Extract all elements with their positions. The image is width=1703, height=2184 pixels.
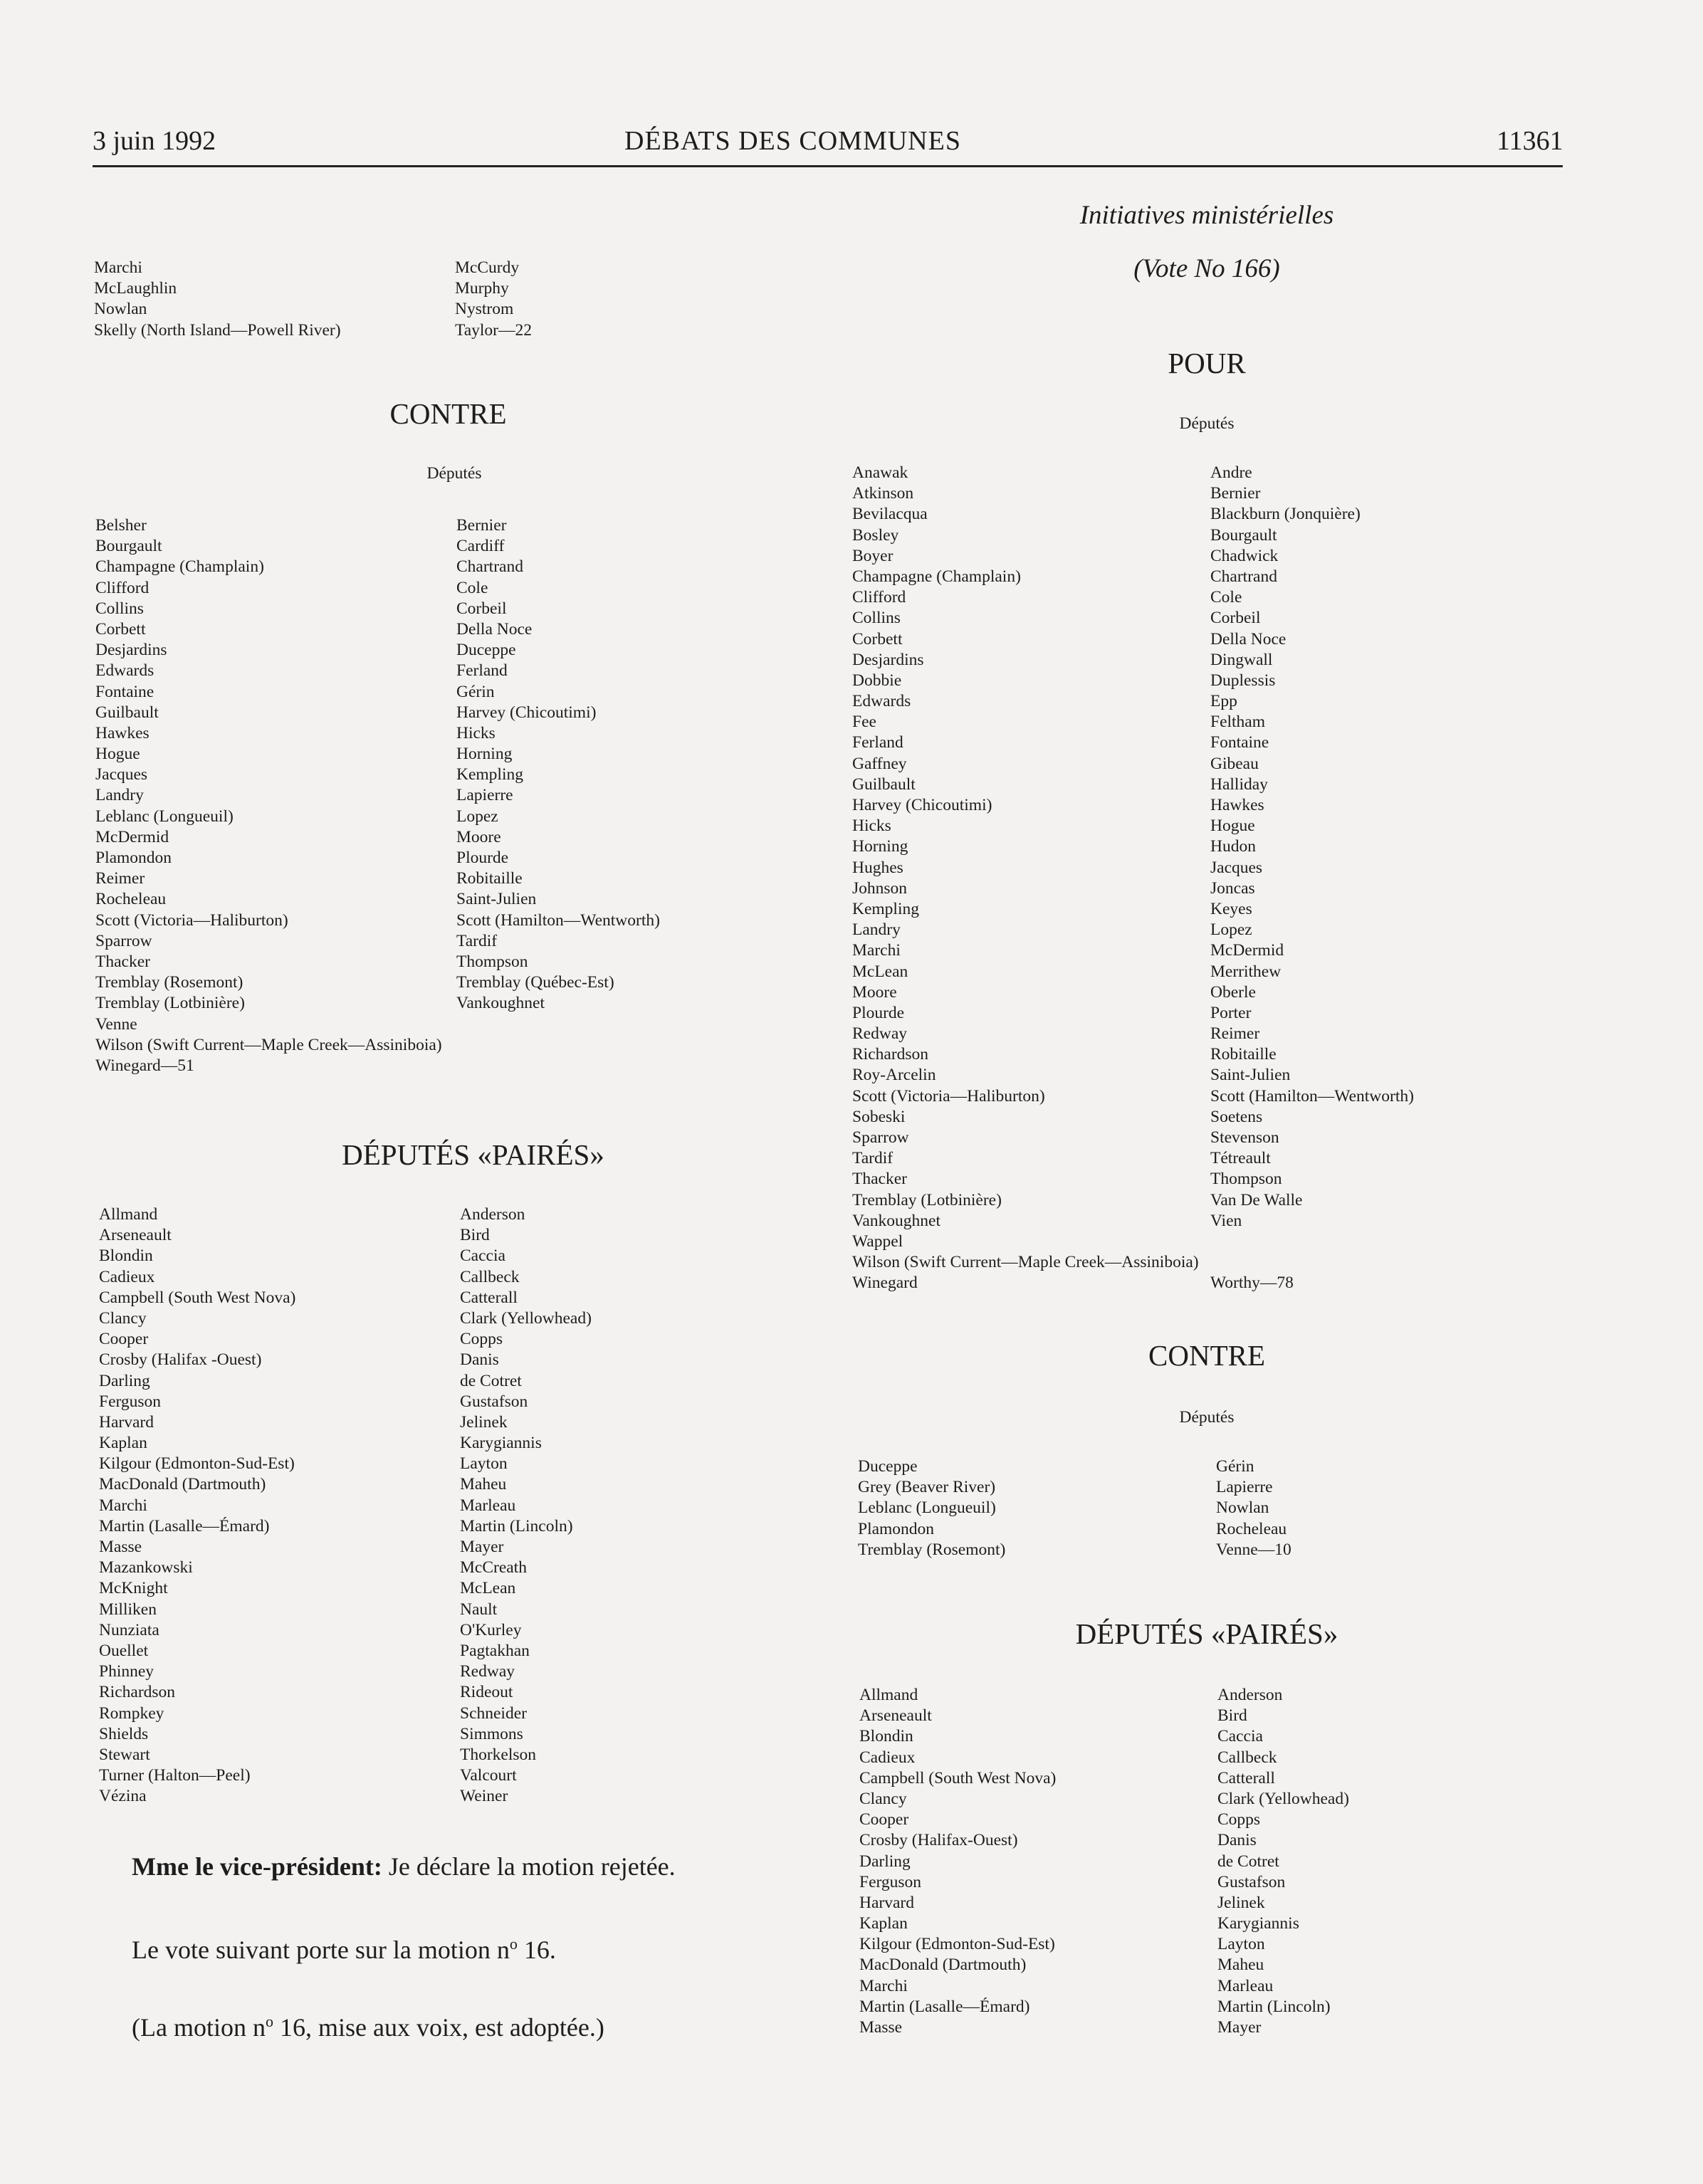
member-name: Weiner (460, 1787, 508, 1806)
member-name: Saint-Julien (1210, 1066, 1291, 1085)
right-contre-names-col2 (1216, 1456, 1291, 1560)
member-name: Chadwick (1210, 546, 1279, 565)
member-name: Stevenson (1210, 1128, 1279, 1147)
member-name: Thompson (1210, 1170, 1282, 1189)
member-name: Fontaine (95, 682, 154, 701)
member-name: Scott (Victoria—Haliburton) (852, 1086, 1045, 1106)
motion-number: 16. (517, 1936, 556, 1964)
member-name: Sparrow (95, 931, 152, 950)
member-name: Layton (1217, 1935, 1265, 1954)
member-name: Ferguson (859, 1872, 922, 1891)
motion-result-text: (La motion n (132, 2013, 266, 2042)
member-name: Thorkelson (460, 1745, 537, 1764)
member-name: Corbeil (1210, 609, 1261, 628)
member-name: Grey (Beaver River) (858, 1478, 996, 1497)
member-name: Feltham (1210, 713, 1266, 732)
member-name: Clancy (859, 1789, 907, 1808)
member-name: Maheu (1217, 1955, 1264, 1975)
member-name: Anawak (852, 463, 908, 482)
member-name: Stewart (99, 1745, 150, 1764)
member-name: Bird (1217, 1706, 1247, 1726)
member-name: McLean (852, 962, 908, 981)
member-name: Nault (460, 1600, 498, 1619)
page-date: 3 juin 1992 (93, 126, 216, 156)
member-name: Rocheleau (95, 890, 167, 909)
member-name: Redway (852, 1024, 908, 1044)
member-name: Della Noce (456, 619, 533, 639)
member-name: Duplessis (1210, 671, 1276, 690)
member-name: Thompson (456, 952, 528, 971)
member-name: Campbell (South West Nova) (859, 1768, 1057, 1787)
member-name (1210, 1252, 1414, 1273)
member-name: Lopez (456, 807, 498, 826)
member-name: Kilgour (Edmonton-Sud-Est) (99, 1454, 295, 1474)
member-name: Milliken (99, 1600, 157, 1619)
member-name: Harvey (Chicoutimi) (456, 703, 597, 722)
member-name: Leblanc (Longueuil) (858, 1498, 996, 1518)
member-name: Gaffney (852, 754, 907, 773)
member-name: Duceppe (858, 1457, 918, 1476)
member-name: Wilson (Swift Current—Maple Creek—Assiniboia) (95, 1035, 442, 1054)
member-name: McKnight (99, 1579, 168, 1598)
member-name: Hicks (456, 723, 496, 742)
vote-number: (Vote No 166) (1133, 254, 1280, 283)
member-name: Mazankowski (99, 1558, 193, 1577)
member-name: Karygiannis (460, 1434, 542, 1453)
member-name: Moore (456, 827, 501, 846)
member-name: Blondin (99, 1246, 153, 1266)
pour-heading: POUR (1168, 347, 1246, 379)
member-name: Guilbault (95, 703, 159, 722)
member-name: Clifford (95, 578, 150, 597)
member-name: Landry (852, 920, 901, 940)
member-name: Oberle (1210, 982, 1256, 1002)
member-name: Hicks (852, 817, 891, 836)
member-name: Jelinek (1217, 1893, 1265, 1912)
member-name: Callbeck (460, 1267, 520, 1286)
member-name: Bernier (456, 516, 507, 535)
member-name: Sobeski (852, 1107, 906, 1126)
member-name: Soetens (1210, 1107, 1263, 1126)
member-name: O'Kurley (460, 1620, 522, 1639)
member-name: Arseneault (859, 1706, 932, 1726)
member-name: Blondin (859, 1727, 913, 1746)
member-name: Karygiannis (1217, 1914, 1299, 1933)
member-name: Moore (852, 982, 897, 1002)
member-name: Kaplan (99, 1434, 147, 1453)
member-name: Andre (1210, 463, 1252, 482)
motion-result-tail: 16, mise aux voix, est adoptée.) (273, 2013, 604, 2042)
member-name: Marleau (1217, 1976, 1274, 1995)
member-name: Tétreault (1210, 1149, 1271, 1168)
member-name: Landry (95, 786, 144, 805)
member-name: Richardson (99, 1683, 176, 1702)
member-name: Vankoughnet (456, 994, 545, 1013)
member-name: Bourgault (1210, 525, 1277, 545)
member-name: Roy-Arcelin (852, 1066, 936, 1085)
member-name: Rocheleau (1216, 1519, 1287, 1538)
member-name: Chartrand (1210, 567, 1277, 586)
member-name: Clancy (99, 1308, 147, 1328)
member-name: McDermid (1210, 941, 1284, 960)
superscript: o (509, 1935, 518, 1953)
member-name: Bourgault (95, 537, 162, 556)
member-name: Catterall (1217, 1768, 1275, 1787)
member-name: Edwards (95, 661, 154, 681)
page-number: 11361 (1497, 126, 1563, 156)
left-top-names-col1 (94, 258, 341, 341)
member-name: Boyer (852, 546, 894, 565)
page-header-title: DÉBATS DES COMMUNES (624, 126, 961, 156)
member-name: Bird (460, 1226, 490, 1245)
member-name: Cadieux (859, 1748, 916, 1767)
member-name: Desjardins (95, 641, 167, 660)
member-name: Campbell (South West Nova) (99, 1288, 296, 1307)
pour-names-col1 (852, 463, 1199, 1294)
member-name: McCurdy (455, 258, 520, 277)
member-name: Hudon (1210, 837, 1256, 856)
member-name: Cooper (859, 1810, 909, 1829)
member-name: Schneider (460, 1703, 527, 1723)
member-name: Plamondon (95, 849, 172, 867)
member-name: Tardif (456, 931, 498, 950)
member-name: Darling (859, 1852, 911, 1871)
header-rule (93, 165, 1563, 167)
member-name: Cole (1210, 588, 1242, 607)
member-name: Porter (1210, 1003, 1252, 1022)
member-name: Joncas (1210, 878, 1255, 898)
member-name: Masse (859, 2018, 903, 2037)
member-name: Plourde (852, 1003, 905, 1022)
left-contre-names-col1 (95, 515, 442, 1076)
section-title: Initiatives ministérielles (1079, 201, 1334, 230)
member-name: Nowlan (94, 300, 147, 319)
member-name: Hogue (1210, 817, 1255, 836)
member-name: Maheu (460, 1475, 507, 1494)
member-name: McLean (460, 1579, 516, 1598)
member-name: Marchi (859, 1976, 908, 1995)
member-name: Wilson (Swift Current—Maple Creek—Assiniboia) (852, 1253, 1199, 1272)
member-name: Plourde (456, 849, 509, 867)
member-name: Harvard (99, 1412, 154, 1432)
member-name: Martin (Lincoln) (1217, 1997, 1331, 2016)
member-name: Rompkey (99, 1703, 164, 1723)
member-name: Johnson (852, 878, 908, 898)
member-name: Dobbie (852, 671, 902, 690)
member-name: Atkinson (852, 484, 914, 503)
member-name: Tremblay (Québec-Est) (456, 973, 614, 992)
pour-subheading: Députés (1179, 414, 1235, 433)
left-contre-subheading: Députés (426, 464, 482, 483)
member-name: Danis (460, 1350, 499, 1370)
member-name: Marchi (99, 1496, 147, 1515)
right-paires-heading: DÉPUTÉS «PAIRÉS» (1075, 1617, 1338, 1650)
member-name: Champagne (Champlain) (852, 567, 1021, 586)
member-name: Tremblay (Lotbinière) (95, 994, 245, 1013)
member-name: Copps (460, 1330, 503, 1349)
right-contre-heading: CONTRE (1148, 1339, 1265, 1372)
member-name: Taylor—22 (455, 320, 532, 340)
member-name: Ferland (852, 733, 903, 752)
member-name: Nowlan (1216, 1498, 1269, 1518)
right-paires-names-col1 (859, 1685, 1056, 2038)
member-name: Martin (Lincoln) (460, 1516, 573, 1535)
member-name: Rideout (460, 1683, 513, 1702)
member-name: Shields (99, 1724, 149, 1743)
member-name: Gibeau (1210, 754, 1259, 773)
member-name: Collins (852, 609, 901, 628)
next-vote-statement (132, 1928, 556, 1965)
member-name: Nystrom (455, 300, 514, 319)
member-name: Scott (Victoria—Haliburton) (95, 910, 288, 930)
member-name: Collins (95, 599, 144, 618)
left-paires-names-col2 (460, 1204, 592, 1807)
member-name: Winegard (852, 1274, 918, 1293)
member-name: Hughes (852, 858, 903, 877)
member-name: Nunziata (99, 1620, 159, 1639)
member-name: Allmand (859, 1686, 918, 1704)
member-name: Winegard—51 (95, 1056, 194, 1075)
left-paires-names-col1 (99, 1204, 295, 1807)
member-name: Valcourt (460, 1766, 517, 1785)
member-name: Champagne (Champlain) (95, 557, 264, 577)
member-name: Scott (Hamilton—Wentworth) (456, 910, 660, 930)
member-name: Van De Walle (1210, 1190, 1303, 1209)
member-name: Vézina (99, 1787, 147, 1806)
member-name (1210, 1232, 1414, 1252)
member-name: Martin (Lasalle—Émard) (859, 1997, 1030, 2016)
member-name: Merrithew (1210, 962, 1282, 981)
member-name: Caccia (1217, 1727, 1263, 1746)
member-name: Desjardins (852, 650, 924, 669)
member-name: Anderson (1217, 1686, 1283, 1704)
member-name: Clark (Yellowhead) (460, 1308, 592, 1328)
member-name: Crosby (Halifax-Ouest) (859, 1831, 1018, 1850)
member-name: Pagtakhan (460, 1641, 530, 1660)
member-name: Caccia (460, 1246, 505, 1266)
vice-president-statement (132, 1851, 676, 1882)
member-name: Belsher (95, 516, 147, 535)
member-name: Halliday (1210, 775, 1268, 794)
member-name: Fee (852, 713, 876, 732)
motion-result-statement (132, 2006, 604, 2043)
member-name: Anderson (460, 1205, 525, 1224)
member-name: Vien (1210, 1211, 1242, 1230)
left-paires-heading: DÉPUTÉS «PAIRÉS» (342, 1138, 604, 1171)
right-contre-names-col1 (858, 1456, 1005, 1560)
member-name: Jelinek (460, 1412, 508, 1432)
member-name: Scott (Hamilton—Wentworth) (1210, 1086, 1414, 1106)
member-name: Masse (99, 1538, 142, 1556)
member-name: Dingwall (1210, 650, 1273, 669)
member-name: Marleau (460, 1496, 516, 1515)
member-name: Cardiff (456, 537, 505, 556)
member-name: Bevilacqua (852, 505, 928, 524)
member-name: de Cotret (460, 1371, 522, 1390)
member-name: Tremblay (Lotbinière) (852, 1190, 1002, 1209)
member-name: Bernier (1210, 484, 1261, 503)
member-name: Lapierre (456, 786, 513, 805)
member-name: Copps (1217, 1810, 1261, 1829)
member-name: Vankoughnet (852, 1211, 941, 1230)
member-name: Turner (Halton—Peel) (99, 1766, 251, 1785)
member-name: Hawkes (95, 723, 150, 742)
member-name: Reimer (1210, 1024, 1260, 1044)
member-name: Mayer (460, 1538, 504, 1556)
member-name: Gustafson (1217, 1872, 1286, 1891)
member-name: Keyes (1210, 899, 1252, 918)
member-name: MacDonald (Dartmouth) (99, 1475, 266, 1494)
member-name: Martin (Lasalle—Émard) (99, 1516, 270, 1535)
member-name: Kaplan (859, 1914, 908, 1933)
speaker-name: Mme le vice-président: (132, 1852, 382, 1881)
member-name: Gustafson (460, 1392, 528, 1411)
left-contre-names-col2 (456, 515, 660, 1014)
member-name: Harvard (859, 1893, 914, 1912)
statement-text: Je déclare la motion rejetée. (382, 1852, 676, 1881)
member-name: Cole (456, 578, 488, 597)
member-name: Ferguson (99, 1392, 162, 1411)
member-name: Robitaille (456, 869, 523, 888)
member-name: Redway (460, 1662, 515, 1681)
member-name: McCreath (460, 1558, 527, 1577)
member-name: Venne (95, 1014, 137, 1034)
member-name: Thacker (95, 952, 150, 971)
member-name: Kempling (852, 899, 919, 918)
member-name: Epp (1210, 692, 1237, 711)
member-name: Cooper (99, 1330, 149, 1349)
member-name: Catterall (460, 1288, 518, 1307)
member-name: Wappel (852, 1232, 903, 1251)
member-name: Reimer (95, 869, 145, 888)
member-name: Leblanc (Longueuil) (95, 807, 234, 826)
member-name: Gérin (1216, 1457, 1254, 1476)
member-name: Danis (1217, 1831, 1257, 1850)
member-name: Simmons (460, 1724, 523, 1743)
right-paires-names-col2 (1217, 1685, 1349, 2038)
member-name: Edwards (852, 692, 911, 711)
member-name: Allmand (99, 1205, 158, 1224)
member-name: MacDonald (Dartmouth) (859, 1955, 1027, 1975)
member-name: Venne—10 (1216, 1540, 1291, 1559)
pour-names-col2 (1210, 463, 1414, 1294)
member-name: Gérin (456, 682, 495, 701)
member-name: Lapierre (1216, 1478, 1273, 1497)
member-name: Marchi (94, 258, 142, 277)
member-name: McLaughlin (94, 279, 177, 298)
member-name: Robitaille (1210, 1045, 1277, 1064)
next-vote-text: Le vote suivant porte sur la motion n (132, 1936, 510, 1964)
member-name: Plamondon (858, 1519, 935, 1538)
member-name: Worthy—78 (1210, 1274, 1294, 1293)
member-name: Callbeck (1217, 1748, 1277, 1767)
member-name: Layton (460, 1454, 508, 1474)
member-name: Lopez (1210, 920, 1252, 940)
member-name: Corbeil (456, 599, 507, 618)
member-name: Hogue (95, 745, 140, 764)
member-name: Bosley (852, 525, 899, 545)
member-name: Thacker (852, 1170, 907, 1189)
member-name: Horning (456, 745, 513, 764)
member-name: Harvey (Chicoutimi) (852, 796, 992, 814)
member-name: Tardif (852, 1149, 894, 1168)
member-name: Fontaine (1210, 733, 1269, 752)
member-name: Arseneault (99, 1226, 172, 1245)
member-name: Phinney (99, 1662, 154, 1681)
member-name: Corbett (852, 629, 903, 649)
member-name: Crosby (Halifax -Ouest) (99, 1350, 262, 1370)
member-name: Skelly (North Island—Powell River) (94, 320, 341, 340)
member-name: Cadieux (99, 1267, 155, 1286)
left-contre-heading: CONTRE (389, 397, 507, 430)
member-name: Ferland (456, 661, 508, 681)
member-name: de Cotret (1217, 1852, 1279, 1871)
member-name: McDermid (95, 827, 169, 846)
right-contre-subheading: Députés (1179, 1408, 1235, 1427)
left-top-names-col2 (455, 258, 532, 341)
member-name: Duceppe (456, 641, 516, 660)
member-name: Marchi (852, 941, 901, 960)
member-name: Saint-Julien (456, 890, 537, 909)
member-name: Ouellet (99, 1641, 149, 1660)
member-name: Horning (852, 837, 908, 856)
member-name: Corbett (95, 619, 146, 639)
member-name: Jacques (95, 765, 148, 784)
member-name: Tremblay (Rosemont) (858, 1540, 1006, 1559)
member-name: Blackburn (Jonquière) (1210, 505, 1361, 524)
member-name: Hawkes (1210, 796, 1264, 814)
member-name: Richardson (852, 1045, 929, 1064)
member-name: Della Noce (1210, 629, 1287, 649)
superscript: o (265, 2012, 273, 2030)
member-name: Clifford (852, 588, 906, 607)
member-name: Guilbault (852, 775, 916, 794)
member-name: Chartrand (456, 557, 523, 577)
member-name: Clark (Yellowhead) (1217, 1789, 1349, 1808)
member-name: Darling (99, 1371, 150, 1390)
member-name: Tremblay (Rosemont) (95, 973, 243, 992)
member-name: Murphy (455, 279, 509, 298)
member-name: Kilgour (Edmonton-Sud-Est) (859, 1935, 1055, 1954)
member-name: Kempling (456, 765, 523, 784)
member-name: Sparrow (852, 1128, 909, 1147)
member-name: Mayer (1217, 2018, 1262, 2037)
member-name: Jacques (1210, 858, 1263, 877)
